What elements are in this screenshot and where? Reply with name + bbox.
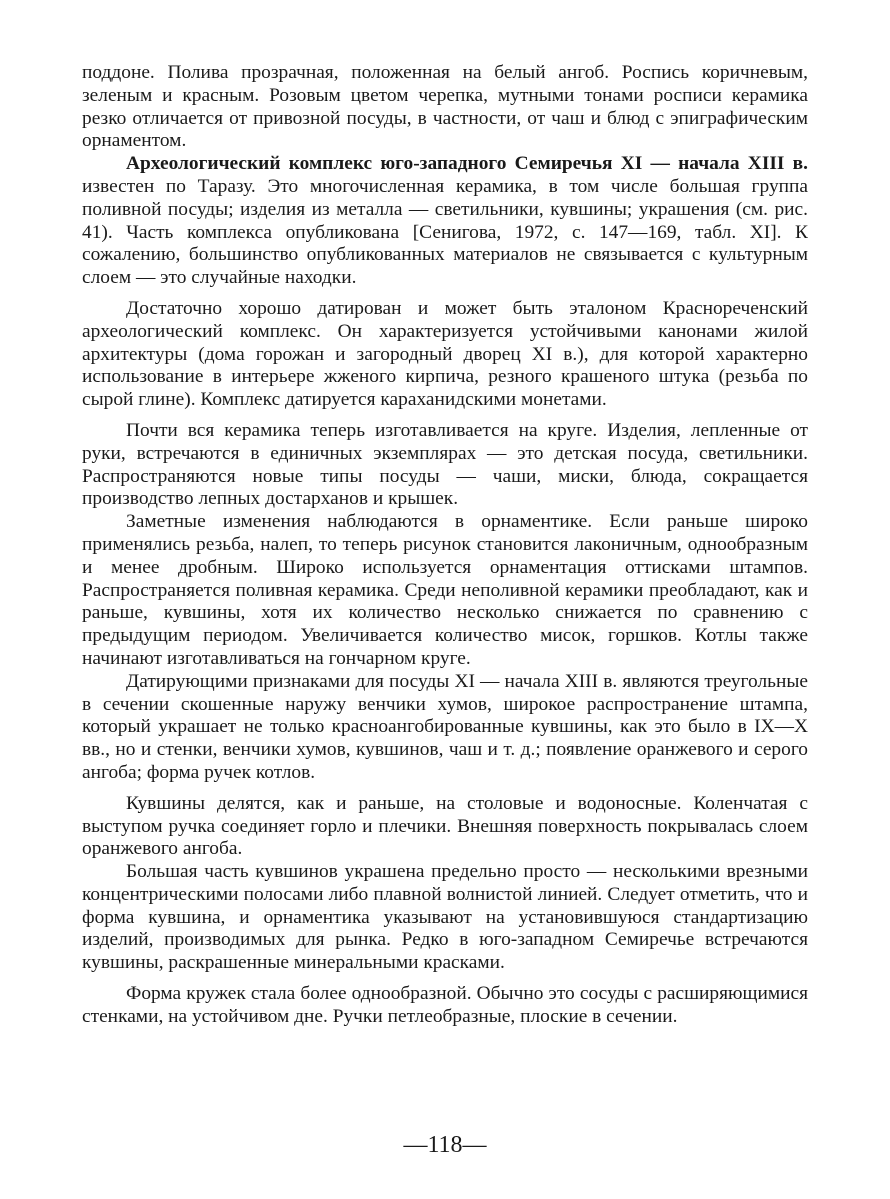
paragraph-5-text: Заметные изменения наблюдаются в орнаментике. Если раньше широко применялись резьба, налеп, то теперь рисунок становится лаконичным, однообразным и менее дробным. Широко используется орнаментация оттисками штампов. Распространяется поливная керамика. Среди неполивной керамики преобладают, как и раньше, кувшины, хотя их количество несколько снижается по сравнению с предыдущим периодом. Увеличивается количество мисок, горшков. Котлы также начинают изготавливаться на гончарном круге. [82, 511, 808, 669]
paragraph-2-text: известен по Таразу. Это многочисленная керамика, в том числе большая группа поливной посуды; изделия из металла — светильники, кувшины; украшения (см. рис. 41). Часть комплекса опубликована [Сенигова, 1972, с. 147—169, табл. XI]. К сожалению, большинство опубликованных материалов не связывается с культурным слоем — это случайные находки. [82, 175, 808, 289]
paragraph-6 [82, 671, 808, 785]
paragraph-6-text: Датирующими признаками для посуды XI — начала XIII в. являются треугольные в сечении скошенные наружу венчики хумов, широкое распространение штампа, который украшает не только красноангобированные кувшины, как это было в IX—X вв., но и стенки, венчики хумов, кувшинов, чаш и т. д.; появление оранжевого и серого ангоба; форма ручек котлов. [82, 670, 808, 783]
paragraph-4-text: Почти вся керамика теперь изготавливается на круге. Изделия, лепленные от руки, встречаются в единичных экземплярах — это детская посуда, светильники. Распространяются новые типы посуды — чаши, миски, блюда, сокращается производство лепных достарханов и крышек. [82, 419, 808, 510]
paragraph-4 [82, 420, 808, 511]
paragraph-2-lead: Археологический комплекс юго-западного Семиречья XI — начала XIII в. [126, 153, 808, 175]
page-body [82, 62, 808, 1029]
paragraph-7 [82, 793, 808, 861]
paragraph-7-text: Кувшины делятся, как и раньше, на столовые и водоносные. Коленчатая с выступом ручка соединяет горло и плечики. Внешняя поверхность покрывалась слоем оранжевого ангоба. [82, 792, 808, 860]
paragraph-8-text: Большая часть кувшинов украшена предельно просто — несколькими врезными концентрическими полосами либо плавной волнистой линией. Следует отметить, что и форма кувшина, и орнаментика указывают на установившуюся стандартизацию изделий, производимых для рынка. Редко в юго-западном Семиречье встречаются кувшины, раскрашенные минеральными красками. [82, 861, 808, 974]
paragraph-8 [82, 861, 808, 975]
paragraph-1-text: поддоне. Полива прозрачная, положенная на белый ангоб. Роспись коричневым, зеленым и красным. Розовым цветом черепка, мутными тонами росписи керамика резко отличается от привозной посуды, в частности, от чаш и блюд с эпиграфическим орнаментом. [82, 62, 808, 152]
paragraph-3-text: Достаточно хорошо датирован и может быть эталоном Краснореченский археологический комплекс. Он характеризуется устойчивыми канонами жилой архитектуры (дома горожан и загородный дворец XI в.), для которой характерно использование в интерьере жженого кирпича, резного крашеного штука (резьба по сырой глине). Комплекс датируется караханидскими монетами. [82, 297, 808, 411]
paragraph-5 [82, 511, 808, 671]
page-number: —118— [403, 1132, 487, 1158]
paragraph-9-text: Форма кружек стала более однообразной. Обычно это сосуды с расширяющимися стенками, на устойчивом дне. Ручки петлеобразные, плоские в сечении. [82, 983, 808, 1027]
paragraph-3 [82, 298, 808, 412]
paragraph-9 [82, 983, 808, 1029]
paragraph-1 [82, 62, 808, 153]
paragraph-2 [82, 153, 808, 290]
